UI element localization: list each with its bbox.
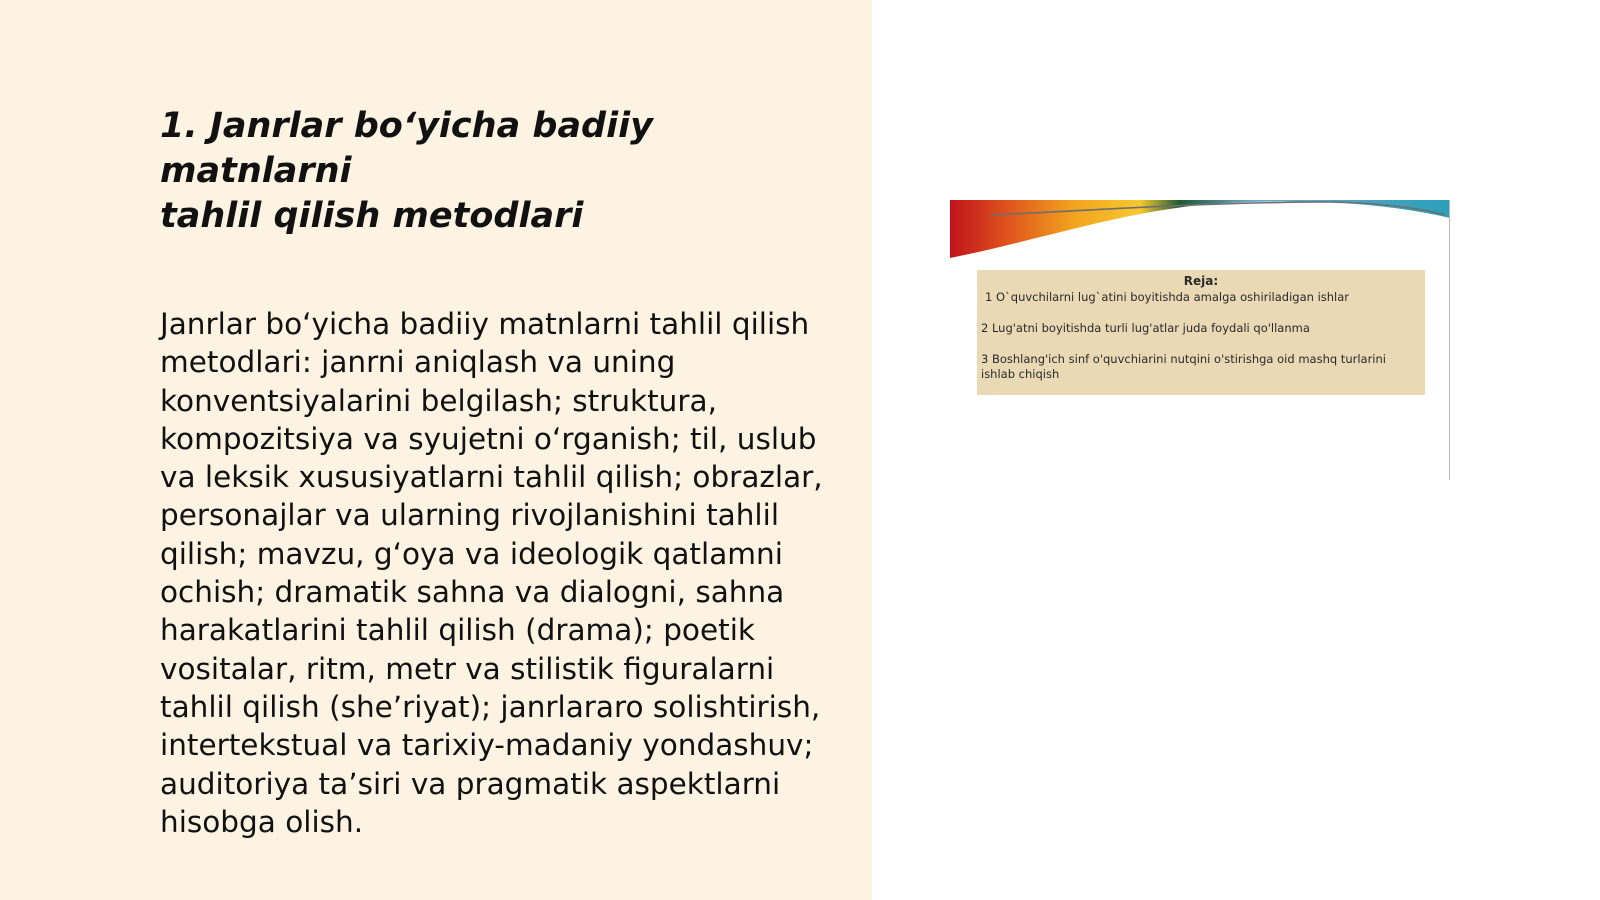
thumbnail-right-border <box>1449 200 1450 480</box>
slide-thumbnail-image <box>950 200 1450 480</box>
reja-item-2: 2 Lug'atni boyitishda turli lug'atlar juda foydali qo'llanma <box>981 321 1310 335</box>
slide-title-line-2: tahlil qilish metodlari <box>160 196 584 236</box>
reja-item-1: 1 O`quvchilarni lug`atini boyitishda amalga oshiriladigan ishlar <box>985 290 1350 304</box>
slide-title <box>160 104 840 239</box>
slide-body-text: Janrlar bo‘yicha badiiy matnlarni tahlil qilish metodlari: janrni aniqlash va uning konventsiyalarini belgilash; struktura, kompozitsiya va syujetni o‘rganish; til, uslub va leksik xususiyatlarni tahlil qilish; obrazlar, personajlar va ularning rivojlanishini tahlil qilish; mavzu, g‘oya va ideologik qatlamni ochish; dramatik sahna va dialogni, sahna harakatlarini tahlil qilish (drama); poetik vositalar, ritm, metr va stilistik figuralarni tahlil qilish (she’riyat); janrlararo solishtirish, intertekstual va tarixiy-madaniy yondashuv; auditoriya ta’siri va pragmatik aspektlarni hisobga olish. <box>160 307 823 839</box>
decorative-wave <box>950 200 1450 260</box>
reja-heading: Reja: <box>1183 274 1219 288</box>
slide-title-line-1: 1. Janrlar bo‘yicha badiiy matnlarni <box>160 106 653 191</box>
reja-plan-box <box>977 270 1425 395</box>
reja-item-3: 3 Boshlang'ich sinf o'quvchiarini nutqini o'stirishga oid mashq turlarini ishlab chiqish <box>981 352 1386 381</box>
